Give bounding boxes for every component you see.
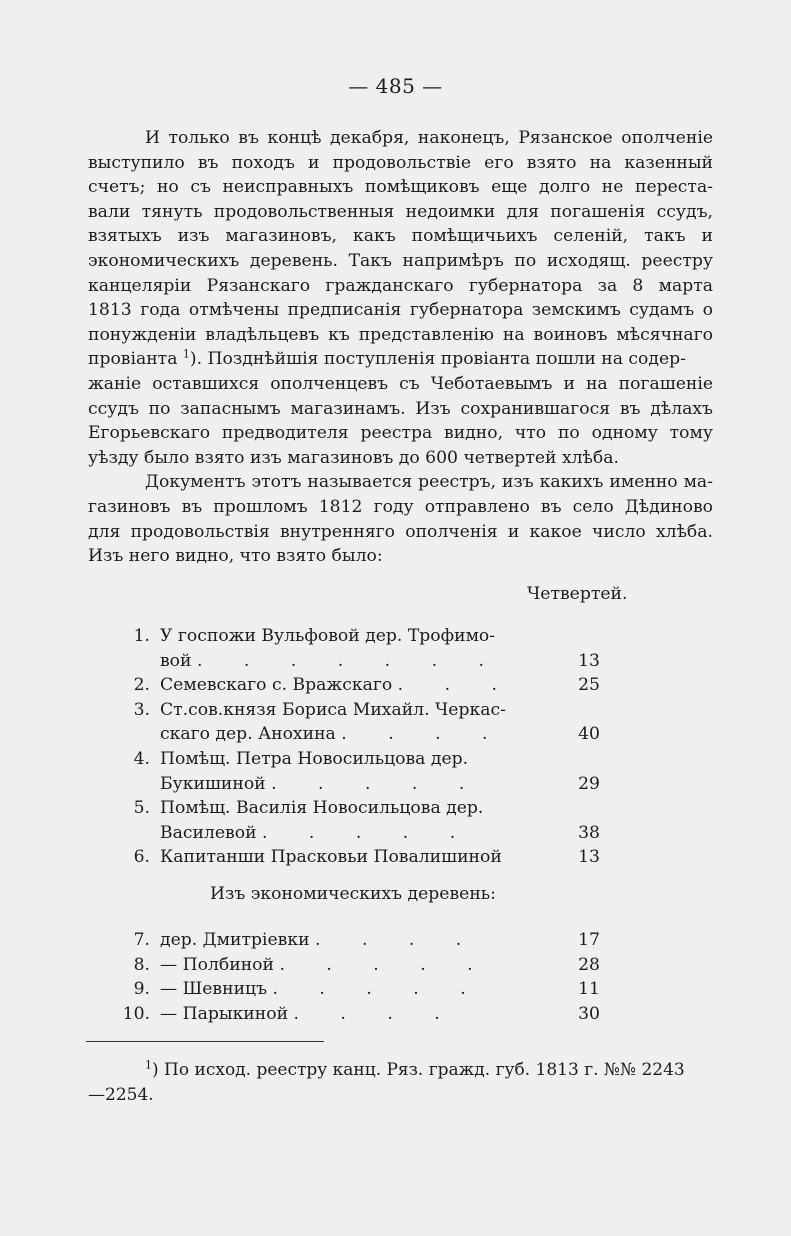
table-row — [112, 673, 612, 698]
leader-dots: . . . . — [293, 1003, 458, 1024]
row-label: Ст.сов.князя Бориса Михайл. Черкас- — [160, 699, 506, 720]
text-line: канцеляріи Рязанскаго гражданскаго губернатора за 8 марта — [88, 275, 713, 296]
row-label-cont — [160, 821, 505, 846]
text-line: жаніе оставшихся ополченцевъ съ Чеботаевымъ и на погашеніе — [88, 373, 713, 394]
text-line — [88, 347, 713, 372]
row-label-cont — [160, 722, 505, 747]
grain-table — [112, 624, 612, 870]
row-label: Помѣщ. Петра Новосильцова дер. — [160, 748, 469, 769]
row-label — [160, 928, 505, 953]
leader-dots: . . . — [397, 675, 515, 696]
grain-table-economic — [112, 928, 612, 1026]
row-label-cont-text: Букишиной — [160, 773, 266, 794]
row-number: 4. — [133, 748, 150, 769]
leader-dots: . . . . . — [272, 979, 484, 1000]
footnote-text: ) По исход. реестру канц. Ряз. гражд. губ. 1813 г. №№ 2243 — [152, 1060, 685, 1080]
text-line: И только въ концѣ декабря, наконецъ, Рязанское ополченіе — [145, 128, 713, 148]
row-number: 9. — [133, 979, 150, 1000]
row-number: 8. — [133, 954, 150, 975]
row-value: 28 — [578, 954, 600, 975]
row-number: 7. — [133, 930, 150, 950]
text-line: Документъ этотъ называется реестръ, изъ какихъ именно ма- — [145, 472, 713, 493]
text-line: вали тянуть продовольственныя недоимки для погашенія ссудъ, — [88, 201, 713, 222]
row-label — [160, 673, 515, 698]
text-line: Егорьевскаго предводителя реестра видно, что по одному тому — [88, 423, 713, 444]
leader-dots: . . . . — [341, 724, 506, 745]
text-line: уѣзду было взято изъ магазиновъ до 600 четвертей хлѣба. — [88, 447, 619, 468]
row-label: Капитанши Прасковьи Повалишиной — [160, 847, 502, 868]
footnote-marker: 1 — [182, 347, 190, 361]
text-fragment: провіанта — [88, 349, 178, 370]
row-value: 29 — [578, 773, 600, 794]
leader-dots: . . . . . . . — [196, 650, 502, 671]
row-label-cont-text: Василевой — [160, 822, 257, 843]
row-label-text: — Парыкиной — [160, 1003, 289, 1024]
leader-dots: . . . . . — [271, 773, 483, 794]
text-line: Изъ него видно, что взято было: — [88, 546, 383, 567]
row-value: 25 — [578, 675, 600, 696]
row-value: 13 — [578, 650, 600, 671]
footnote-divider — [86, 1041, 324, 1042]
row-label-cont-text: вой — [160, 650, 192, 671]
row-label-cont-text: скаго дер. Анохина — [160, 724, 336, 745]
text-line: газиновъ въ прошломъ 1812 году отправлено въ село Дѣдиново — [88, 496, 713, 517]
text-line: экономическихъ деревень. Такъ напримѣръ по исходящ. реестру — [88, 250, 713, 271]
page-number: — 485 — — [348, 74, 443, 98]
row-number: 1. — [133, 626, 150, 646]
row-label: У госпожи Вульфовой дер. Трофимо- — [160, 626, 496, 646]
row-number: 10. — [122, 1003, 150, 1024]
row-label — [160, 977, 505, 1002]
row-label-cont — [160, 649, 505, 674]
footnote-marker: 1 — [145, 1058, 152, 1072]
row-value: 17 — [578, 930, 600, 950]
table-row — [112, 747, 612, 796]
row-number: 2. — [133, 675, 150, 696]
footnote-line: —2254. — [88, 1085, 154, 1105]
text-line: выступило въ походъ и продовольствіе его взято на казенный — [88, 152, 713, 173]
leader-dots: . . . . . — [279, 954, 491, 975]
table-row — [112, 953, 612, 978]
table-row — [112, 624, 612, 673]
footnote-line — [88, 1058, 713, 1083]
table-row — [112, 1002, 612, 1027]
row-label — [160, 1002, 505, 1027]
text-fragment: ). Позднѣйшія поступленія провіанта пошли на содер- — [189, 349, 686, 370]
table-row — [112, 977, 612, 1002]
leader-dots: . . . . — [315, 930, 480, 950]
text-line: взятыхъ изъ магазиновъ, какъ помѣщичьихъ селеній, такъ и — [88, 226, 713, 247]
row-number: 5. — [133, 798, 150, 819]
row-label-text: Семевскаго с. Вражскаго — [160, 675, 393, 696]
column-header: Четвертей. — [527, 584, 628, 604]
leader-dots: . . . . . — [262, 822, 474, 843]
row-value: 40 — [578, 724, 600, 745]
text-line: счетъ; но съ неисправныхъ помѣщиковъ еще долго не переста- — [88, 177, 713, 198]
row-number: 3. — [133, 699, 150, 720]
row-value: 38 — [578, 822, 600, 843]
text-line: 1813 года отмѣчены предписанія губернатора земскимъ судамъ о — [88, 300, 713, 321]
row-value: 30 — [578, 1003, 600, 1024]
section-header: Изъ экономическихъ деревень: — [210, 884, 496, 904]
row-label-text: — Полбиной — [160, 954, 274, 975]
row-label-text: — Шевницъ — [160, 979, 268, 1000]
text-line: понужденіи владѣльцевъ къ представленію на воиновъ мѣсячнаго — [88, 324, 713, 345]
table-row — [112, 845, 612, 870]
text-line: для продовольствія внутренняго ополченія и какое число хлѣба. — [88, 521, 713, 542]
row-label-cont — [160, 772, 505, 797]
main-text — [88, 126, 713, 569]
footnote — [88, 1058, 713, 1108]
text-line: ссудъ по запаснымъ магазинамъ. Изъ сохранившагося въ дѣлахъ — [88, 398, 713, 419]
row-label — [160, 953, 505, 978]
table-row — [112, 698, 612, 747]
row-label-text: дер. Дмитріевки — [160, 930, 310, 950]
row-label: Помѣщ. Василія Новосильцова дер. — [160, 798, 484, 819]
row-value: 13 — [578, 847, 600, 868]
table-row — [112, 796, 612, 845]
row-number: 6. — [133, 847, 150, 868]
row-value: 11 — [578, 979, 600, 1000]
table-row — [112, 928, 612, 953]
